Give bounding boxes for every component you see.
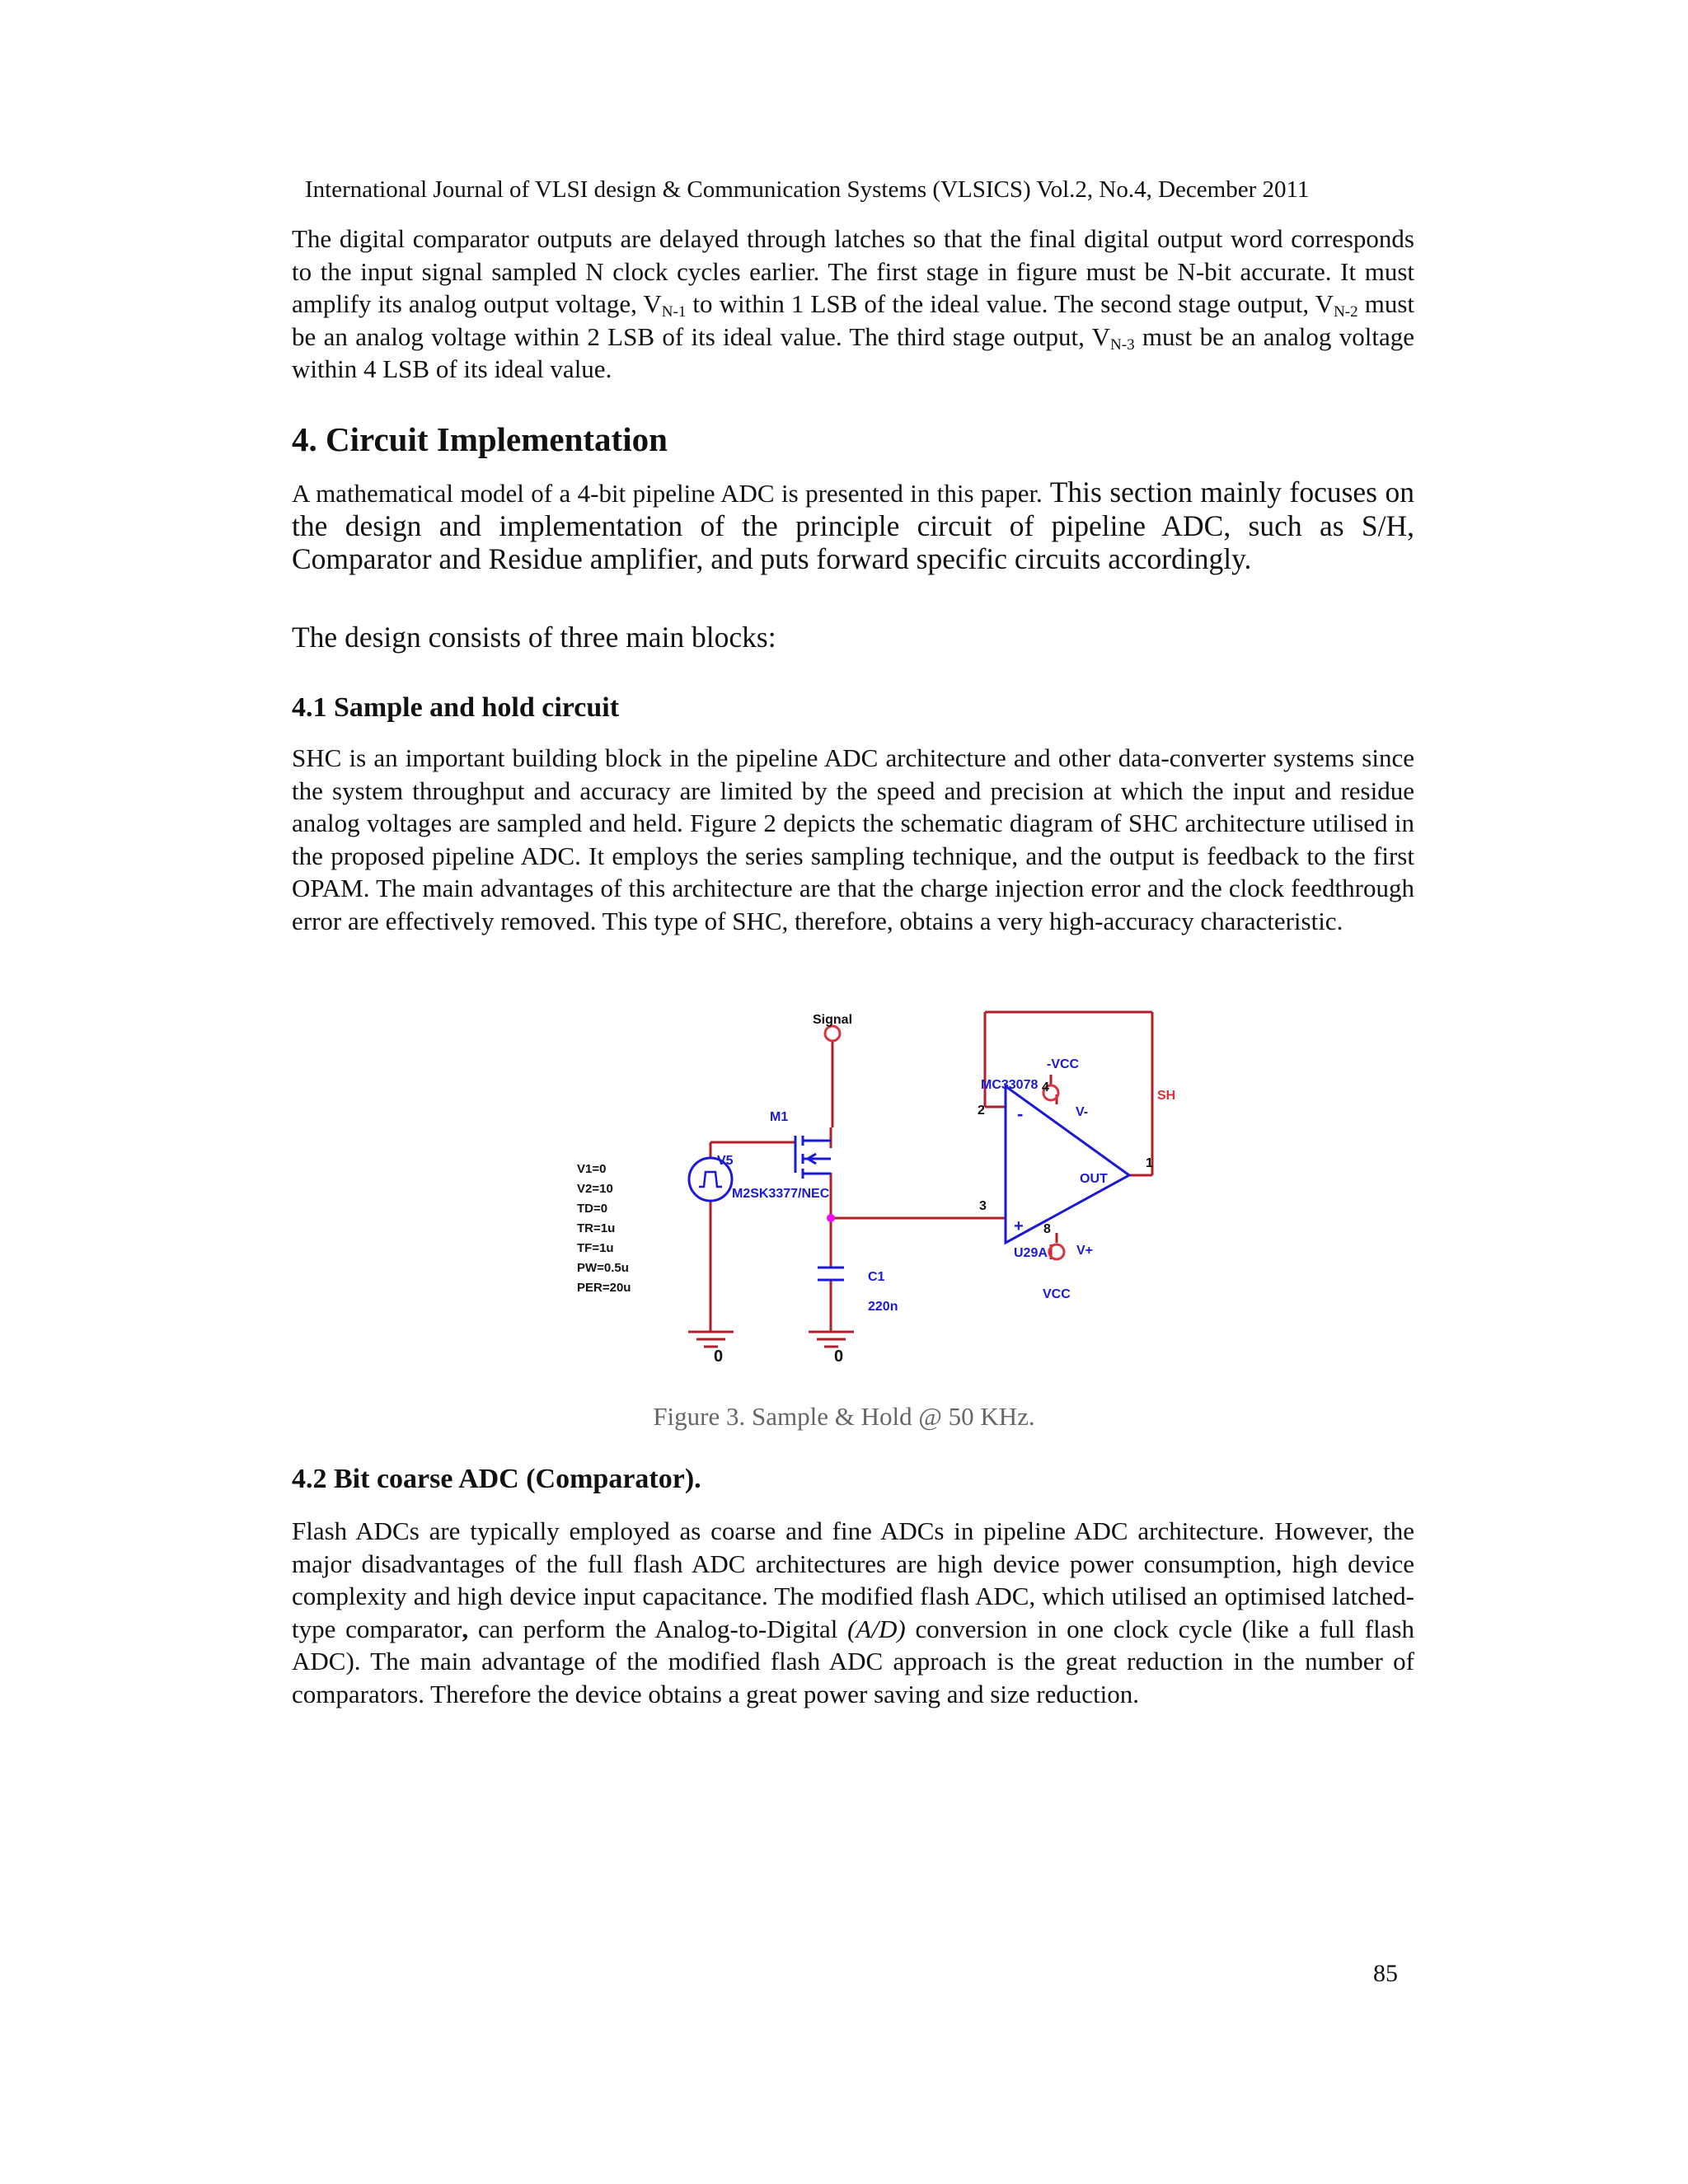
svg-text:TR=1u: TR=1u [577, 1221, 616, 1235]
label-ground-1: 0 [714, 1347, 724, 1366]
page-number: 85 [1373, 1960, 1398, 1987]
label-c1: C1 [868, 1270, 885, 1284]
label-minus: - [1017, 1104, 1024, 1124]
svg-text:V2=10: V2=10 [577, 1182, 613, 1196]
intro-paragraph: The digital comparator outputs are delayed through latches so that the final digital output word corresponds to the input signal sampled N clock cycles earlier. The first stage in figure must be N-bit accurate. It must amplify its analog output voltage, $V_{N-1}$ to within 1 LSB of the ideal value. The second stage output, $V_{N-2}$ must be an analog voltage within 2 LSB of its ideal value. The third stage output, $V_{N-3}$ must be an analog voltage within 4 LSB of its ideal value. [292, 224, 1415, 384]
terminals [825, 1026, 1064, 1259]
junction-dot [827, 1214, 835, 1222]
subsection-4-2-body: Flash ADCs are typically employed as coarse and fine ADCs in pipeline ADC architecture. However, the major disadvantages of the full flash ADC architectures are high device power consumption, high device complexity and high device input capacitance. The modified flash ADC, which utilised an optimised latched-type comparator, can perform the Analog-to-Digital (A/D) conversion in one clock cycle (like a full flash ADC). The main advantage of the modified flash ADC approach is the great reduction in the number of comparators. Therefore the device obtains a great power saving and size reduction. [292, 1516, 1415, 1708]
label-v5: V5 [717, 1154, 734, 1168]
svg-text:TD=0: TD=0 [577, 1202, 608, 1216]
ground-symbols [688, 1332, 854, 1347]
sample-hold-schematic [569, 1004, 1195, 1387]
running-header: International Journal of VLSI design & Communication Systems (VLSICS) Vol.2, No.4, December 2011 [305, 176, 1310, 203]
label-pin-2: 2 [978, 1104, 985, 1118]
mosfet-m1 [795, 1136, 831, 1179]
label-pin-4: 4 [1042, 1080, 1049, 1094]
label-v-plus: V+ [1076, 1244, 1094, 1258]
svg-text:V1=0: V1=0 [577, 1162, 607, 1176]
label-m1: M1 [770, 1110, 789, 1124]
label-pin-8: 8 [1043, 1222, 1051, 1236]
svg-text:PER=20u: PER=20u [577, 1281, 631, 1295]
opamp-u29a [1006, 1086, 1129, 1243]
section-4-heading: 4. Circuit Implementation [292, 420, 668, 458]
label-plus: + [1014, 1217, 1024, 1235]
source-parameters [577, 1162, 631, 1295]
design-blocks-sentence: The design consists of three main blocks: [292, 621, 776, 654]
subsection-4-1-body: SHC is an important building block in the pipeline ADC architecture and other data-converter systems since the system throughput and accuracy are limited by the speed and precision at which the input and residue analog voltages are sampled and held. Figure 2 depicts the schematic diagram of SHC architecture utilised in the proposed pipeline ADC. It employs the series sampling technique, and the output is feedback to the first OPAM. The main advantages of this architecture are that the charge injection error and the clock feedthrough error are effectively removed. This type of SHC, therefore, obtains a very high-accuracy characteristic. [292, 743, 1414, 935]
label-vcc: VCC [1043, 1287, 1071, 1301]
label-out: OUT [1080, 1172, 1108, 1186]
subsection-4-1-heading: 4.1 Sample and hold circuit [292, 692, 620, 723]
label-pin-1: 1 [1146, 1156, 1153, 1170]
label-v-minus: V- [1076, 1105, 1089, 1119]
label-pin-3: 3 [979, 1199, 987, 1213]
capacitor-c1 [818, 1268, 844, 1280]
subsection-4-2-heading: 4.2 Bit coarse ADC (Comparator). [292, 1464, 701, 1494]
figure-caption: Figure 3. Sample & Hold @ 50 KHz. [653, 1402, 1035, 1431]
svg-text:PW=0.5u: PW=0.5u [577, 1261, 629, 1275]
label-mosfet: M2SK3377/NEC [732, 1187, 830, 1201]
label-opamp-model: MC33078 [981, 1078, 1039, 1092]
label-ground-2: 0 [834, 1347, 844, 1366]
label-neg-vcc: -VCC [1047, 1057, 1080, 1071]
label-sh: SH [1157, 1089, 1176, 1103]
svg-text:TF=1u: TF=1u [577, 1241, 614, 1255]
section-4-paragraph: A mathematical model of a 4-bit pipeline ADC is presented in this paper. This section mainly focuses on the design and implementation of the principle circuit of pipeline ADC, such as S/H, Comparator and Residue amplifier, and puts forward specific circuits accordingly. [292, 476, 1414, 576]
label-signal: Signal [813, 1013, 853, 1027]
label-c1-value: 220n [868, 1300, 898, 1314]
label-u29a: U29A [1014, 1246, 1048, 1260]
